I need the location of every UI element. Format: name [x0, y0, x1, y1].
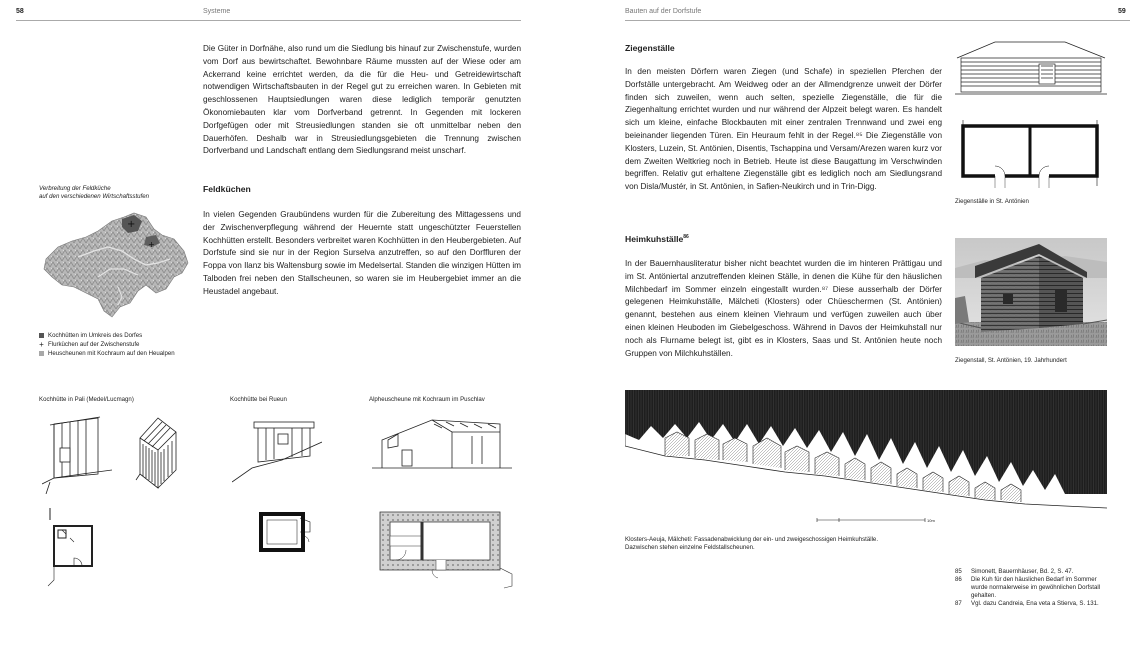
map-caption — [39, 185, 199, 201]
footnotes — [955, 568, 1107, 608]
legend-item-kochhuetten — [39, 331, 175, 340]
scale-label: 10m — [927, 518, 935, 523]
left-page-number: 58 — [16, 8, 24, 15]
footnote-number: 86 — [955, 576, 962, 583]
footnote-87 — [955, 600, 1107, 608]
caption-ziegenstaelle: Ziegenställe in St. Antönien — [955, 198, 1029, 205]
pali-plan-drawing — [44, 508, 104, 588]
right-header-rule — [625, 20, 1130, 21]
footnote-85 — [955, 568, 1107, 576]
caption-puschlav: Alpheuscheune mit Kochraum im Puschlav — [369, 396, 485, 403]
map-caption-line-1: Verbreitung der Feldküche — [39, 185, 111, 192]
ziegenstaelle-text — [625, 66, 942, 194]
caption-ziegenstall-photo: Ziegenstall, St. Antönien, 19. Jahrhundert — [955, 357, 1067, 364]
legend-label: Heuscheunen mit Kochraum auf den Heualpen — [48, 350, 175, 357]
footnote-text: Die Kuh für den häuslichen Bedarf im Sommer wurde normalerweise im gewöhnlichen Dorfstall gehalten. — [971, 576, 1101, 599]
caption-panorama — [625, 536, 878, 552]
pali-elevation-drawing — [42, 412, 112, 494]
right-page-number: 59 — [1118, 8, 1126, 15]
legend-item-heuscheunen — [39, 349, 175, 358]
footnote-ref-86: 86 — [683, 234, 689, 241]
puschlav-elevation-drawing — [372, 418, 512, 470]
rueun-elevation-drawing — [232, 412, 322, 484]
heading-ziegenstaelle: Ziegenställe — [625, 43, 675, 53]
heimkuh-heading-text: Heimkuhställe — [625, 234, 684, 244]
feldkuechen-paragraph: In vielen Gegenden Graubündens wurden für die Zubereitung des Mittagessens und der Zwischenverpflegung während der Heuernte statt ungeschützter Feuerstellen Kochhütten erstellt. Besonders verbreitet waren Kochhütten in den Heubergebieten. Auf Dorfstufe sind sie nur in der Region Surselva anzutreffen, so auf den Dorffluren der Foppa von Ilanz bis Waltensburg sowie im Medelsertal. Standen die winzigen Hütten im Talboden frei neben den Stallscheunen, so waren sie im Heubergebiet immer an die Heustadel angebaut. — [203, 210, 521, 296]
heimkuhstaelle-text — [625, 258, 942, 360]
legend-label: Flurküchen auf der Zwischenstufe — [48, 341, 140, 348]
dark-square-icon — [39, 333, 44, 338]
rueun-plan-drawing — [256, 508, 316, 558]
heimkuhstaelle-paragraph: In der Bauernhausliteratur bisher nicht beachtet wurden die im hinteren Prättigau und im St. Antöniertal anzutreffenden kleinen Ställe, in denen die Kühe für den häuslichen Milchbedarf im Sommer einzeln eingestallt wurden.⁸⁷ Diese ausserhalb der Dörfer gelegenen Heimkuhställe, Mälcheti (Klosters) oder Chüeschermen (St. Antönien) genannt, bestehen aus einem kleinen Viehraum und verfügen zuweilen auch über einen kleinen Heuboden im Giebelgeschoss. Während in Davos der Heimkuhstall nur noch als Flurname belegt ist, gibt es in Klosters, Saas und St. Antönien heute noch Gruppen von Milchkuhställen. — [625, 259, 942, 358]
ziegenstall-elevation-drawing — [955, 40, 1107, 98]
right-running-head: Bauten auf der Dorfstufe — [625, 8, 702, 15]
feldkuechen-text — [203, 209, 521, 299]
map-legend — [39, 331, 175, 358]
intro-paragraph: Die Güter in Dorfnähe, also rund um die Siedlung bis hinauf zur Zwischenstufe, wurden vom Dorf aus bewirtschaftet. Bewohnbare Räume mussten auf der Wiese oder am Ackerrand keine errichtet werden, da die für die Heu- und Getreidewirtschaft notwendigen Wirtschaftsbauten in der Regel gut zu erreichen waren. In Gebieten mit geschlossenen Hauptsiedlungen waren diese lediglich temporär genutzten Ökonomiebauten klar vom Dorfverband getrennt. In Gegenden mit lockeren Dorfgefügen oder mit Streusiedlungen standen sie oft unmittelbar neben den Dauerhöfen. Deshalb war in Streusiedlungsgebieten die Trennung zwischen Dorfverband und Landschaft entlang dem Siedlungsrand meist unscharf. — [203, 44, 521, 156]
pali-axonometric-drawing — [130, 410, 190, 496]
puschlav-plan-drawing — [376, 508, 516, 590]
heading-feldkuechen: Feldküchen — [203, 184, 251, 194]
plus-marker: + — [127, 219, 136, 230]
legend-label: Kochhütten im Umkreis des Dorfes — [48, 332, 143, 339]
graubuenden-map — [38, 207, 190, 321]
light-square-icon — [39, 351, 44, 356]
footnote-86 — [955, 576, 1107, 600]
caption-rueun: Kochhütte bei Rueun — [230, 396, 287, 403]
caption-panorama-line-1: Klosters-Aeuja, Mälcheti: Fassadenabwicklung der ein- und zweigeschossigen Heimkuhställe. — [625, 536, 879, 543]
legend-item-flurkuechen — [39, 340, 175, 349]
canton-relief — [44, 213, 188, 317]
caption-pali: Kochhütte in Pali (Medel/Lucmagn) — [39, 396, 134, 403]
footnote-text: Vgl. dazu Candreia, Ena veta a Stierva, S. 131. — [971, 600, 1099, 607]
left-header-rule — [16, 20, 521, 21]
klosters-panorama-drawing — [625, 390, 1107, 528]
left-running-head: Systeme — [203, 8, 231, 15]
footnote-text: Simonett, Bauernhäuser, Bd. 2, S. 47. — [971, 568, 1074, 575]
caption-panorama-line-2: Dazwischen stehen einzelne Feldstallscheunen. — [625, 544, 755, 551]
ziegenstaelle-paragraph: In den meisten Dörfern waren Ziegen (und Schafe) in speziellen Pferchen der Dorfställe untergebracht. Am Weidweg oder an der Allmendgrenze unweit der Dörfer finden sich zuweilen, wenn auch selten, spezielle Ziegenställe, die für die Ziegenhaltung errichtet wurden und nur während der Alpzeit belegt waren. Es handelt sich um kleine, einfache Blockbauten mit einer zentralen Trennwand und zwei eng beieinander liegenden Türen. Ein Heuraum fehlt in der Regel.⁸⁵ Die Ziegenställe von Klosters, Luzein, St. Antönien, Disentis, Tschappina und Versam/Arezen waren kurz vor dem Zweiten Weltkrieg noch in Betrieb. Heute ist diese Baugattung im Verschwinden begriffen. Relativ gut erhaltene Ziegenställe gibt es lediglich noch am Siedlungsrand von Disla/Mustér, in St. Antönien, in Safien-Neukirch und in Trin-Digg. — [625, 67, 942, 192]
ziegenstall-plan-drawing — [955, 118, 1107, 190]
left-intro-text — [203, 43, 521, 158]
plus-icon: + — [39, 340, 44, 349]
footnote-number: 87 — [955, 600, 962, 607]
heading-heimkuhstaelle — [625, 234, 689, 244]
plus-marker: + — [148, 240, 155, 249]
ziegenstall-photo — [955, 238, 1107, 346]
map-caption-line-2: auf den verschiedenen Wirtschaftsstufen — [39, 193, 150, 200]
footnote-number: 85 — [955, 568, 962, 575]
